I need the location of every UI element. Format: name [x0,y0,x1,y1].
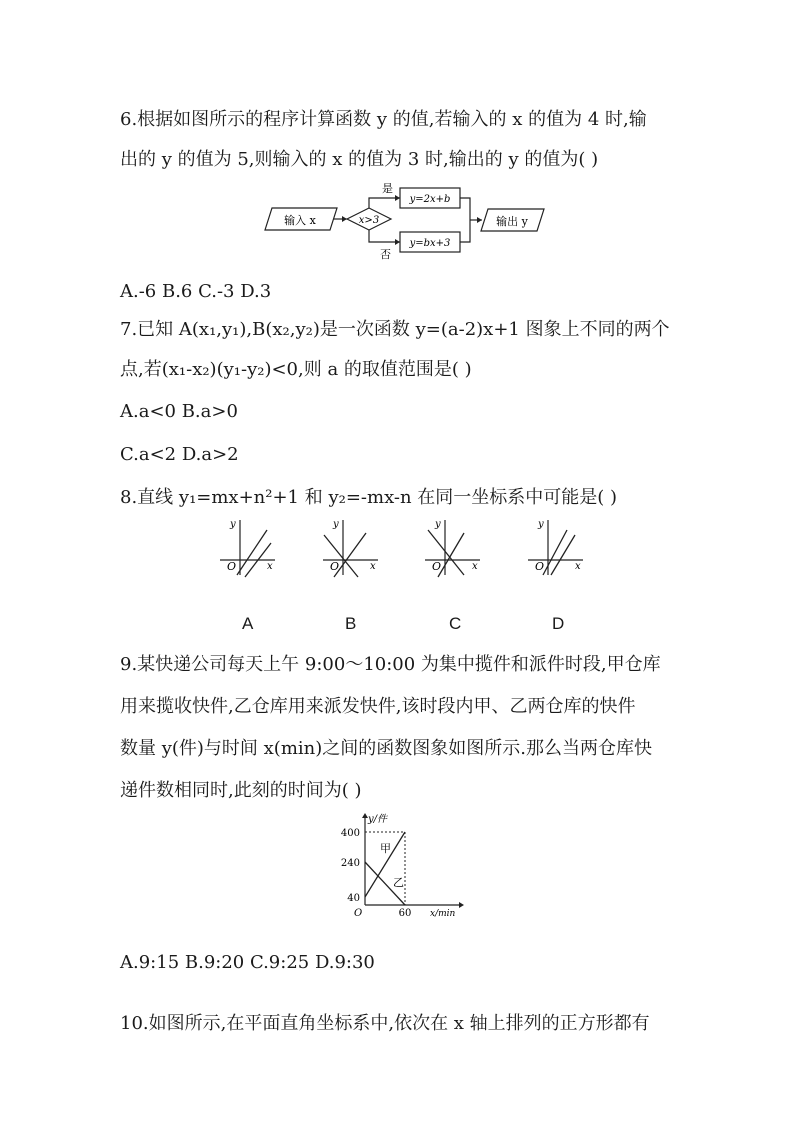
label-jia: 甲 [380,842,391,855]
graph-xlabel: x/min [430,909,456,919]
q6-line-2: 出的 y 的值为 5,则输入的 x 的值为 3 时,输出的 y 的值为( ) [120,149,599,170]
ytick-40: 40 [347,893,360,904]
q6-line-1: 6.根据如图所示的程序计算函数 y 的值,若输入的 x 的值为 4 时,输 [120,109,647,130]
axis-y-label: y [333,519,339,530]
q8-label-d: D [552,614,565,633]
q7-options-row-2: C.a<2 D.a>2 [120,444,239,465]
origin-label: O [535,560,545,573]
q8-line: 8.直线 y₁=mx+n²+1 和 y₂=-mx-n 在同一坐标系中可能是( ) [120,487,618,508]
q8-graph-c [420,515,485,580]
q9-line-3: 数量 y(件)与时间 x(min)之间的函数图象如图所示.那么当两仓库快 [120,738,652,759]
q8-label-a: A [242,614,254,633]
origin-label: O [330,560,340,573]
graph-origin: O [354,908,363,919]
axis-x-label: x [472,561,478,572]
q6-flowchart [262,180,562,260]
axis-y-label: y [435,519,441,530]
flow-condition: x>3 [358,215,380,226]
q10-line-1: 10.如图所示,在平面直角坐标系中,依次在 x 轴上排列的正方形都有 [120,1013,650,1034]
q8-graph-a [215,515,280,580]
q8-label-b: B [345,614,357,633]
label-yi: 乙 [393,876,404,889]
axis-x-label: x [575,561,581,572]
q9-options: A.9:15 B.9:20 C.9:25 D.9:30 [120,952,375,973]
q7-line-1: 7.已知 A(x₁,y₁),B(x₂,y₂)是一次函数 y=(a-2)x+1 图象上不同的两个 [120,319,670,340]
axis-y-label: y [538,519,544,530]
axis-y-label: y [230,519,236,530]
xtick-60: 60 [398,908,412,919]
q8-graph-b [318,515,383,580]
ytick-400: 400 [340,828,360,839]
origin-label: O [227,560,237,573]
flow-output-label: 输出 y [496,215,528,228]
flow-yes: 是 [382,182,393,195]
q9-line-4: 递件数相同时,此刻的时间为( ) [120,780,362,801]
graph-ylabel: y/件 [368,814,388,825]
flow-input-label: 输入 x [284,214,316,227]
flow-no-formula: y=bx+3 [409,238,451,249]
axis-x-label: x [370,561,376,572]
q9-graph [330,810,470,920]
q8-label-c: C [449,614,462,633]
flow-no: 否 [380,248,391,260]
q9-line-2: 用来揽收快件,乙仓库用来派发快件,该时段内甲、乙两仓库的快件 [120,696,636,717]
ytick-240: 240 [340,858,360,869]
origin-label: O [432,560,442,573]
q7-line-2: 点,若(x₁-x₂)(y₁-y₂)<0,则 a 的取值范围是( ) [120,359,472,380]
q9-line-1: 9.某快递公司每天上午 9:00～10:00 为集中揽件和派件时段,甲仓库 [120,654,661,675]
q6-options: A.-6 B.6 C.-3 D.3 [120,281,272,302]
flow-yes-formula: y=2x+b [409,194,451,205]
q8-graph-d [523,515,588,580]
axis-x-label: x [267,561,273,572]
q7-options-row-1: A.a<0 B.a>0 [120,401,238,422]
